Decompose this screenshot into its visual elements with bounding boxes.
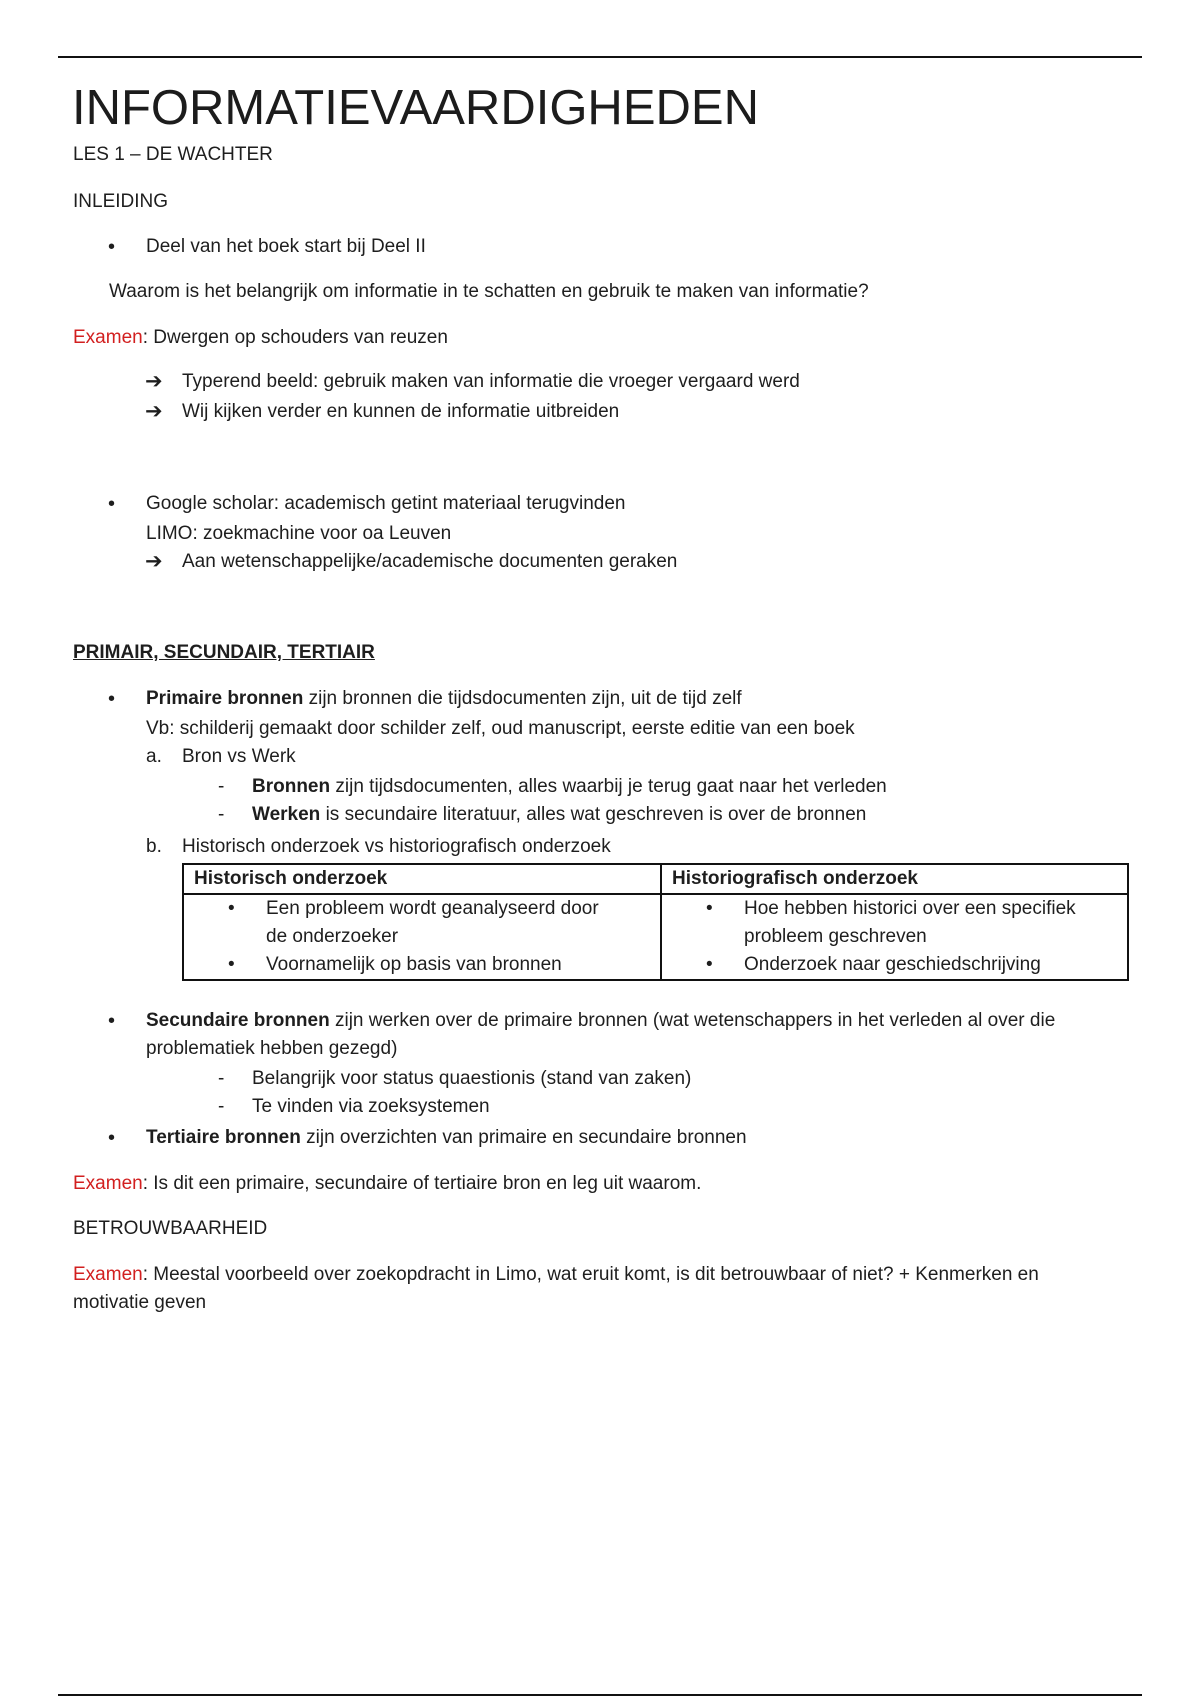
list-item: Secundaire bronnen zijn werken over de primaire bronnen (wat wetenschappers in het verleden al over die — [146, 1010, 1056, 1031]
table-header-historiografisch: Historiografisch onderzoek — [661, 864, 1128, 894]
bullet-icon: • — [228, 898, 235, 919]
bullet-icon: • — [706, 954, 713, 975]
dash-icon: - — [218, 804, 225, 825]
dash-item: Bronnen zijn tijdsdocumenten, alles waarbij je terug gaat naar het verleden — [252, 776, 887, 797]
section-heading-inleiding: INLEIDING — [73, 191, 169, 212]
bottom-rule — [58, 1694, 1142, 1696]
table-header-row — [183, 864, 1128, 894]
bullet-icon: • — [108, 1010, 116, 1032]
cell-text: Onderzoek naar geschiedschrijving — [744, 954, 1041, 975]
cell-text: Voornamelijk op basis van bronnen — [266, 954, 562, 975]
bullet-icon: • — [108, 1127, 116, 1149]
question-text: Waarom is het belangrijk om informatie in te schatten en gebruik te maken van informatie? — [109, 281, 869, 302]
cell-text: Hoe hebben historici over een specifiek — [744, 898, 1076, 919]
table-cell — [661, 894, 1128, 980]
cell-text: probleem geschreven — [744, 926, 927, 947]
exam-note — [73, 1170, 701, 1198]
arrow-item: Typerend beeld: gebruik maken van informatie die vroeger vergaard werd — [182, 371, 800, 392]
top-rule — [58, 56, 1142, 58]
list-item-continuation: problematiek hebben gezegd) — [146, 1038, 398, 1059]
dash-icon: - — [218, 1096, 225, 1117]
sublist-item-a: Bron vs Werk — [182, 746, 296, 767]
exam-note — [73, 324, 448, 352]
dash-icon: - — [218, 776, 225, 797]
bullet-icon: • — [108, 688, 116, 710]
page-title: INFORMATIEVAARDIGHEDEN — [72, 81, 759, 135]
exam-label: Examen — [73, 327, 143, 348]
exam-text-continuation: motivatie geven — [73, 1292, 207, 1313]
list-item: Tertiaire bronnen zijn overzichten van primaire en secundaire bronnen — [146, 1127, 747, 1148]
arrow-right-icon: ➔ — [145, 400, 163, 423]
sublist-item-b: Historisch onderzoek vs historiografisch onderzoek — [182, 836, 611, 857]
exam-label: Examen — [73, 1173, 143, 1194]
list-item: Deel van het boek start bij Deel II — [146, 236, 426, 257]
exam-label: Examen — [73, 1264, 143, 1285]
example-text: Vb: schilderij gemaakt door schilder zelf, oud manuscript, eerste editie van een boek — [146, 718, 855, 739]
dash-item: Te vinden via zoeksystemen — [252, 1096, 490, 1117]
exam-note — [73, 1261, 1039, 1289]
section-heading-betrouwbaarheid: BETROUWBAARHEID — [73, 1218, 268, 1239]
sublist-label-a: a. — [146, 746, 162, 767]
table-row — [183, 894, 1128, 980]
arrow-item: Aan wetenschappelijke/academische documenten geraken — [182, 551, 678, 572]
bullet-icon: • — [108, 493, 116, 515]
sublist-label-b: b. — [146, 836, 162, 857]
bullet-icon: • — [706, 898, 713, 919]
exam-text: : Is dit een primaire, secundaire of tertiaire bron en leg uit waarom. — [142, 1173, 702, 1194]
arrow-right-icon: ➔ — [145, 370, 163, 393]
dash-item: Belangrijk voor status quaestionis (stand van zaken) — [252, 1068, 692, 1089]
bullet-icon: • — [228, 954, 235, 975]
cell-text: Een probleem wordt geanalyseerd door — [266, 898, 599, 919]
table-cell — [183, 894, 661, 980]
arrow-right-icon: ➔ — [145, 550, 163, 573]
exam-text: : Meestal voorbeeld over zoekopdracht in Limo, wat eruit komt, is dit betrouwbaar of niet? + Kenmerken en — [142, 1264, 1039, 1285]
arrow-item: Wij kijken verder en kunnen de informatie uitbreiden — [182, 401, 620, 422]
list-item: Primaire bronnen zijn bronnen die tijdsdocumenten zijn, uit de tijd zelf — [146, 688, 742, 709]
dash-icon: - — [218, 1068, 225, 1089]
section-heading-primair: PRIMAIR, SECUNDAIR, TERTIAIR — [73, 642, 375, 663]
dash-item: Werken is secundaire literatuur, alles wat geschreven is over de bronnen — [252, 804, 867, 825]
table-header-historisch: Historisch onderzoek — [183, 864, 661, 894]
exam-text: : Dwergen op schouders van reuzen — [142, 327, 448, 348]
lesson-subtitle: LES 1 – DE WACHTER — [73, 144, 273, 165]
list-item-continuation: LIMO: zoekmachine voor oa Leuven — [146, 523, 452, 544]
list-item: Google scholar: academisch getint materiaal terugvinden — [146, 493, 626, 514]
cell-text: de onderzoeker — [266, 926, 399, 947]
comparison-table — [182, 863, 1129, 981]
bullet-icon: • — [108, 236, 116, 258]
